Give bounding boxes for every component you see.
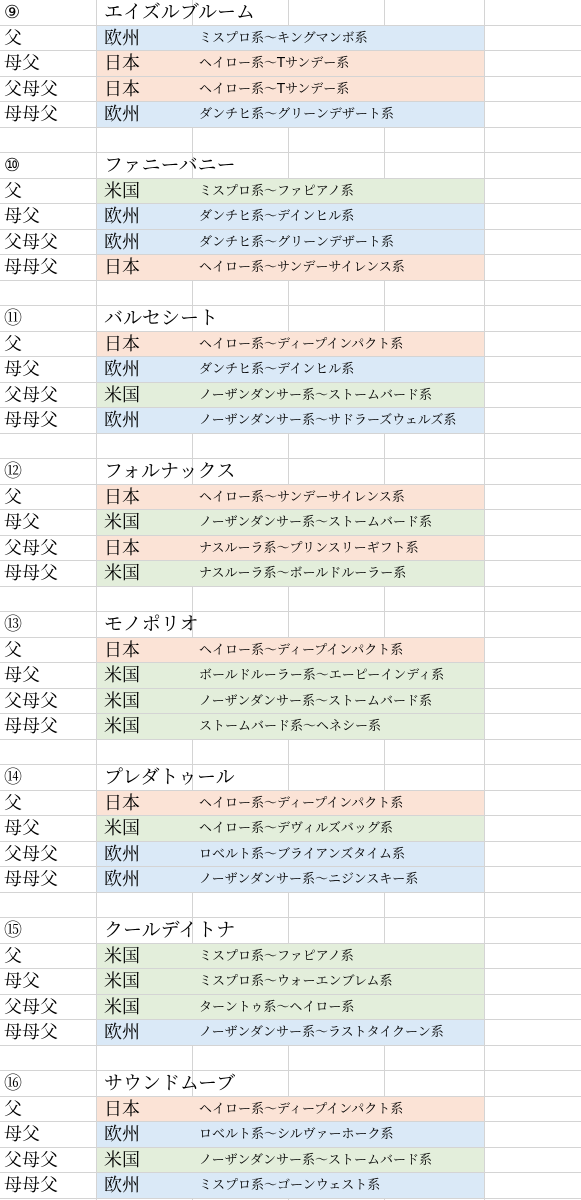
horse-name: サウンドムーブ bbox=[104, 1072, 236, 1094]
lineage-label: ボールドルーラー系〜エーピーインディ系 bbox=[199, 668, 445, 683]
horse-number: ⑫ bbox=[4, 461, 22, 482]
horse-name: フォルナックス bbox=[104, 460, 236, 482]
lineage-label: ヘイロー系〜ディープインパクト系 bbox=[199, 1101, 404, 1117]
relation-label: 母母父 bbox=[4, 1022, 58, 1043]
lineage-label: ターントゥ系〜ヘイロー系 bbox=[199, 999, 355, 1015]
pedigree-row[interactable] bbox=[0, 561, 581, 587]
region-label: 米国 bbox=[104, 818, 140, 839]
horse-block bbox=[0, 1071, 581, 1199]
relation-label: 父 bbox=[4, 639, 22, 661]
relation-label: 父母父 bbox=[4, 384, 58, 406]
lineage-label: ヘイロー系〜ディープインパクト系 bbox=[199, 336, 404, 352]
lineage-label: ダンチヒ系〜デインヒル系 bbox=[199, 209, 355, 224]
pedigree-row[interactable] bbox=[0, 689, 581, 715]
pedigree-row[interactable] bbox=[0, 663, 581, 689]
lineage-label: ナスルーラ系〜プリンスリーギフト系 bbox=[199, 540, 419, 556]
lineage-label: ナスルーラ系〜ボールドルーラー系 bbox=[199, 566, 407, 581]
region-label: 欧州 bbox=[104, 231, 140, 253]
region-label: 欧州 bbox=[104, 869, 140, 890]
region-label: 日本 bbox=[104, 257, 140, 278]
pedigree-row[interactable] bbox=[0, 357, 581, 383]
lineage-label: ミスプロ系〜キングマンボ系 bbox=[199, 30, 368, 46]
pedigree-row[interactable] bbox=[0, 77, 581, 103]
pedigree-row[interactable] bbox=[0, 51, 581, 77]
horse-title-row[interactable] bbox=[0, 612, 581, 638]
relation-label: 父母父 bbox=[4, 537, 58, 559]
relation-label: 父 bbox=[4, 486, 22, 508]
lineage-label: ヘイロー系〜ディープインパクト系 bbox=[199, 642, 404, 658]
pedigree-row[interactable] bbox=[0, 714, 581, 740]
horse-number: ⑮ bbox=[4, 920, 22, 941]
empty-row[interactable] bbox=[0, 587, 581, 613]
relation-label: 母母父 bbox=[4, 410, 58, 431]
lineage-label: ノーザンダンサー系〜ストームバード系 bbox=[199, 693, 432, 709]
pedigree-row[interactable] bbox=[0, 26, 581, 52]
horse-title-row[interactable] bbox=[0, 153, 581, 179]
horse-number: ⑬ bbox=[4, 614, 22, 635]
horse-block bbox=[0, 306, 581, 459]
region-label: 米国 bbox=[104, 1149, 140, 1171]
pedigree-row[interactable] bbox=[0, 867, 581, 893]
lineage-label: ヘイロー系〜Tサンデー系 bbox=[199, 56, 350, 71]
horse-title-row[interactable] bbox=[0, 765, 581, 791]
region-label: 米国 bbox=[104, 384, 140, 406]
pedigree-row[interactable] bbox=[0, 969, 581, 995]
horse-block bbox=[0, 0, 581, 153]
horse-number: ⑯ bbox=[4, 1073, 22, 1094]
empty-row[interactable] bbox=[0, 1046, 581, 1072]
pedigree-row[interactable] bbox=[0, 1122, 581, 1148]
region-label: 米国 bbox=[104, 690, 140, 712]
horse-block bbox=[0, 612, 581, 765]
horse-block bbox=[0, 459, 581, 612]
relation-label: 母母父 bbox=[4, 104, 58, 125]
region-label: 欧州 bbox=[104, 27, 140, 49]
region-label: 欧州 bbox=[104, 1022, 140, 1043]
region-label: 米国 bbox=[104, 971, 140, 992]
region-label: 欧州 bbox=[104, 1124, 140, 1145]
pedigree-row[interactable] bbox=[0, 179, 581, 205]
horse-name: ファニーバニー bbox=[104, 154, 236, 176]
lineage-label: ダンチヒ系〜グリーンデザート系 bbox=[199, 234, 394, 250]
lineage-label: ロベルト系〜シルヴァーホーク系 bbox=[199, 1127, 394, 1142]
relation-label: 父 bbox=[4, 333, 22, 355]
pedigree-row[interactable] bbox=[0, 816, 581, 842]
relation-label: 父母父 bbox=[4, 843, 58, 865]
relation-label: 母父 bbox=[4, 665, 40, 686]
lineage-label: ダンチヒ系〜グリーンデザート系 bbox=[199, 107, 394, 122]
lineage-label: ロベルト系〜ブライアンズタイム系 bbox=[199, 846, 406, 862]
region-label: 日本 bbox=[104, 333, 140, 355]
relation-label: 父母父 bbox=[4, 690, 58, 712]
pedigree-row[interactable] bbox=[0, 536, 581, 562]
horse-title-row[interactable] bbox=[0, 918, 581, 944]
lineage-label: ノーザンダンサー系〜ストームバード系 bbox=[199, 1152, 432, 1168]
horse-name: クールデイトナ bbox=[104, 919, 236, 941]
pedigree-row[interactable] bbox=[0, 255, 581, 281]
relation-label: 母父 bbox=[4, 359, 40, 380]
pedigree-row[interactable] bbox=[0, 995, 581, 1021]
horse-name: モノポリオ bbox=[104, 613, 199, 635]
horse-number: ⑭ bbox=[4, 767, 22, 788]
horse-number: ⑨ bbox=[4, 2, 21, 23]
relation-label: 父 bbox=[4, 1098, 22, 1120]
region-label: 欧州 bbox=[104, 843, 140, 865]
relation-label: 母母父 bbox=[4, 257, 58, 278]
pedigree-row[interactable] bbox=[0, 485, 581, 511]
relation-label: 母父 bbox=[4, 512, 40, 533]
region-label: 日本 bbox=[104, 639, 140, 661]
lineage-label: ノーザンダンサー系〜ラストタイクーン系 bbox=[199, 1025, 444, 1040]
relation-label: 父 bbox=[4, 27, 22, 49]
relation-label: 父母父 bbox=[4, 78, 58, 100]
lineage-label: ノーザンダンサー系〜サドラーズウェルズ系 bbox=[199, 413, 457, 428]
region-label: 日本 bbox=[104, 486, 140, 508]
lineage-label: ミスプロ系〜ファピアノ系 bbox=[199, 948, 354, 964]
lineage-label: ヘイロー系〜サンデーサイレンス系 bbox=[199, 489, 405, 505]
region-label: 日本 bbox=[104, 1098, 140, 1120]
lineage-label: ストームバード系〜ヘネシー系 bbox=[199, 719, 382, 734]
pedigree-row[interactable] bbox=[0, 204, 581, 230]
relation-label: 父母父 bbox=[4, 1149, 58, 1171]
region-label: 米国 bbox=[104, 716, 140, 737]
pedigree-row[interactable] bbox=[0, 1173, 581, 1199]
lineage-label: ダンチヒ系〜デインヒル系 bbox=[199, 362, 355, 377]
region-label: 米国 bbox=[104, 996, 140, 1018]
pedigree-row[interactable] bbox=[0, 638, 581, 664]
horse-name: エイズルブルーム bbox=[104, 1, 256, 23]
lineage-label: ノーザンダンサー系〜ストームバード系 bbox=[199, 515, 432, 530]
relation-label: 父 bbox=[4, 945, 22, 967]
lineage-label: ミスプロ系〜ファピアノ系 bbox=[199, 183, 354, 199]
pedigree-row[interactable] bbox=[0, 1020, 581, 1046]
relation-label: 母母父 bbox=[4, 1175, 58, 1196]
pedigree-row[interactable] bbox=[0, 102, 581, 128]
relation-label: 母母父 bbox=[4, 563, 58, 584]
relation-label: 母父 bbox=[4, 53, 40, 74]
region-label: 米国 bbox=[104, 665, 140, 686]
horse-block bbox=[0, 153, 581, 306]
horse-title-row[interactable] bbox=[0, 0, 581, 26]
lineage-label: ヘイロー系〜Tサンデー系 bbox=[199, 81, 350, 97]
pedigree-row[interactable] bbox=[0, 332, 581, 358]
region-label: 日本 bbox=[104, 53, 140, 74]
pedigree-row[interactable] bbox=[0, 944, 581, 970]
relation-label: 母父 bbox=[4, 971, 40, 992]
horse-number: ⑪ bbox=[4, 308, 22, 329]
horse-block bbox=[0, 765, 581, 918]
pedigree-row[interactable] bbox=[0, 408, 581, 434]
relation-label: 母母父 bbox=[4, 869, 58, 890]
region-label: 欧州 bbox=[104, 104, 140, 125]
pedigree-row[interactable] bbox=[0, 230, 581, 256]
empty-row[interactable] bbox=[0, 740, 581, 766]
pedigree-row[interactable] bbox=[0, 1097, 581, 1123]
region-label: 欧州 bbox=[104, 410, 140, 431]
empty-row[interactable] bbox=[0, 434, 581, 460]
horse-title-row[interactable] bbox=[0, 1071, 581, 1097]
horse-block bbox=[0, 918, 581, 1071]
relation-label: 父 bbox=[4, 180, 22, 202]
pedigree-row[interactable] bbox=[0, 383, 581, 409]
horse-title-row[interactable] bbox=[0, 459, 581, 485]
relation-label: 父母父 bbox=[4, 231, 58, 253]
region-label: 日本 bbox=[104, 537, 140, 559]
relation-label: 母父 bbox=[4, 1124, 40, 1145]
pedigree-row[interactable] bbox=[0, 842, 581, 868]
relation-label: 母父 bbox=[4, 818, 40, 839]
region-label: 米国 bbox=[104, 563, 140, 584]
region-label: 米国 bbox=[104, 512, 140, 533]
lineage-label: ヘイロー系〜デヴィルズバッグ系 bbox=[199, 821, 393, 836]
relation-label: 父 bbox=[4, 792, 22, 814]
region-label: 欧州 bbox=[104, 206, 140, 227]
lineage-label: ヘイロー系〜ディープインパクト系 bbox=[199, 795, 404, 811]
lineage-label: ノーザンダンサー系〜ニジンスキー系 bbox=[199, 872, 419, 887]
pedigree-row[interactable] bbox=[0, 1148, 581, 1174]
region-label: 欧州 bbox=[104, 359, 140, 380]
pedigree-row[interactable] bbox=[0, 791, 581, 817]
pedigree-row[interactable] bbox=[0, 510, 581, 536]
relation-label: 母父 bbox=[4, 206, 40, 227]
region-label: 日本 bbox=[104, 78, 140, 100]
empty-row[interactable] bbox=[0, 128, 581, 154]
lineage-label: ミスプロ系〜ウォーエンブレム系 bbox=[199, 974, 393, 989]
horse-title-row[interactable] bbox=[0, 306, 581, 332]
horse-name: バルセシート bbox=[104, 307, 219, 329]
lineage-label: ノーザンダンサー系〜ストームバード系 bbox=[199, 387, 432, 403]
region-label: 欧州 bbox=[104, 1175, 140, 1196]
region-label: 日本 bbox=[104, 792, 140, 814]
lineage-label: ヘイロー系〜サンデーサイレンス系 bbox=[199, 260, 405, 275]
region-label: 米国 bbox=[104, 945, 140, 967]
relation-label: 母母父 bbox=[4, 716, 58, 737]
empty-row[interactable] bbox=[0, 893, 581, 919]
empty-row[interactable] bbox=[0, 281, 581, 307]
relation-label: 父母父 bbox=[4, 996, 58, 1018]
horse-number: ⑩ bbox=[4, 155, 21, 176]
horse-name: プレダトゥール bbox=[104, 766, 235, 788]
lineage-label: ミスプロ系〜ゴーンウェスト系 bbox=[199, 1178, 381, 1193]
region-label: 米国 bbox=[104, 180, 140, 202]
